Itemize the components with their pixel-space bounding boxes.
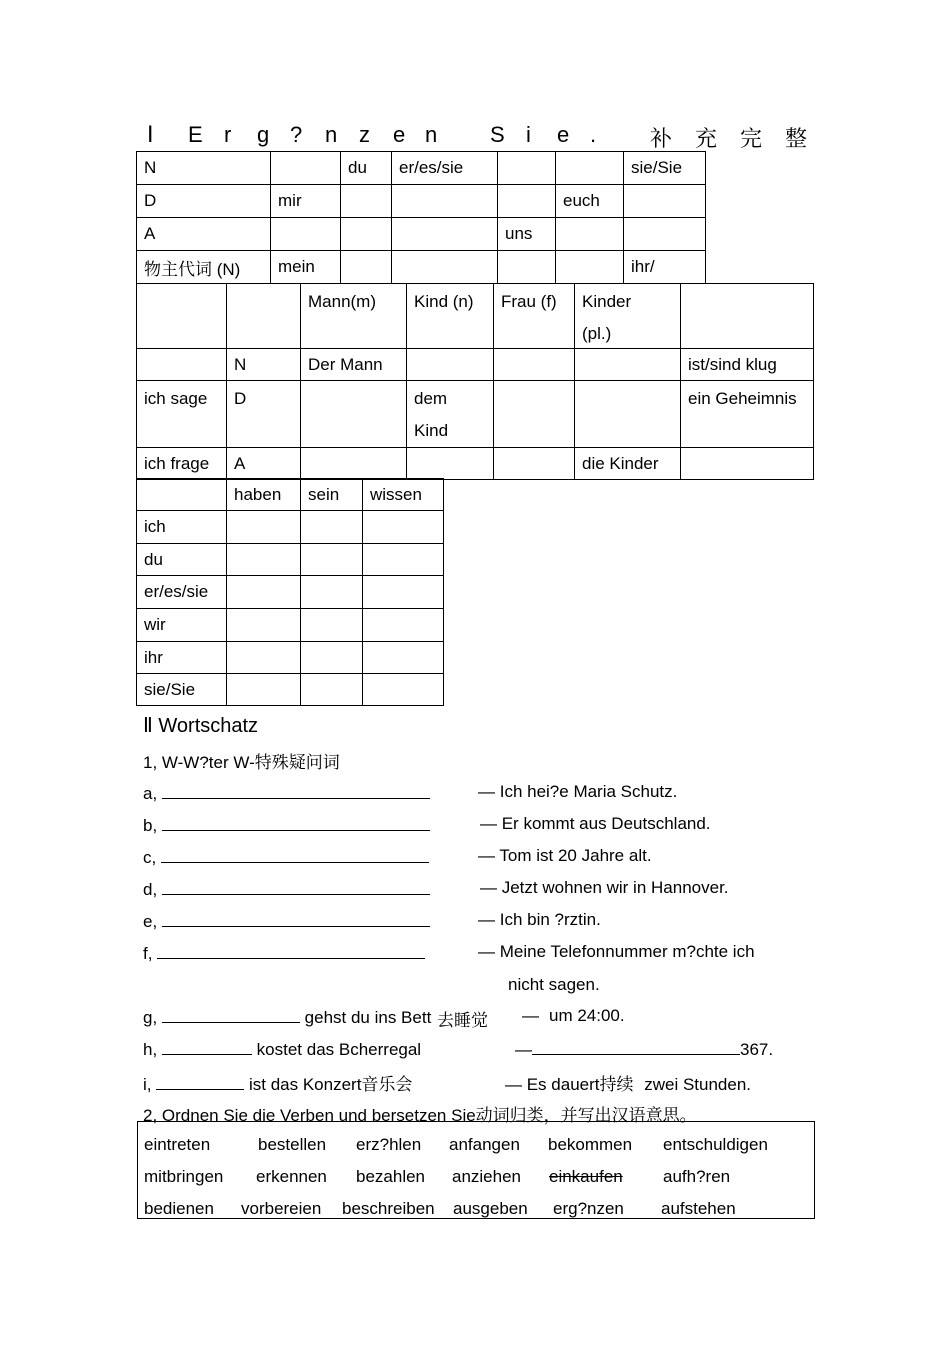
table-cell[interactable]: [498, 185, 556, 218]
item-label: f,: [143, 944, 153, 963]
table-cell: sein: [301, 479, 363, 511]
exercise-line-d: [143, 878, 430, 900]
verb-item: beschreiben: [342, 1199, 435, 1218]
verb-item: bekommen: [548, 1135, 633, 1154]
exercise2-title-de: 2, Ordnen Sie die Verben und bersetzen Sie: [143, 1106, 476, 1125]
table-cell: D: [227, 381, 301, 448]
answer-blank[interactable]: [162, 1038, 252, 1055]
item-answer: — Er kommt aus Deutschland.: [480, 814, 711, 833]
table-cell[interactable]: [227, 544, 301, 576]
title-char: 补: [650, 126, 674, 151]
exercise-line-c: [143, 846, 429, 868]
table-cell: Kind (n): [407, 284, 494, 349]
verb-item: aufstehen: [661, 1199, 736, 1218]
exercise1-title: 1, W-W?ter W-特殊疑问词: [143, 753, 340, 772]
table-cell: du: [137, 544, 227, 576]
table-cell[interactable]: [301, 609, 363, 642]
cell-dem: dem: [414, 389, 448, 408]
table-cell[interactable]: [575, 349, 681, 381]
item-dash-answer: [515, 1038, 773, 1060]
answer-blank[interactable]: [161, 846, 429, 863]
item-answer: — Ich hei?e Maria Schutz.: [478, 782, 678, 801]
exercise-line-f: [143, 942, 425, 964]
table-cell: Mann(m): [301, 284, 407, 349]
title-char: z: [359, 122, 371, 147]
table-cell: [227, 284, 301, 349]
item-label: e,: [143, 912, 158, 931]
table-cell: [407, 381, 494, 448]
answer-blank[interactable]: [157, 942, 425, 959]
title-char: e: [557, 122, 571, 147]
table-cell: ich sage: [137, 381, 227, 448]
verb-item: bestellen: [258, 1135, 327, 1154]
table-cell: ich: [137, 511, 227, 544]
table-cell: [681, 284, 814, 349]
title-char: e: [393, 122, 407, 147]
table-cell: A: [227, 448, 301, 480]
table-cell[interactable]: [556, 251, 624, 284]
table-cell[interactable]: [363, 609, 444, 642]
answer-blank[interactable]: [162, 1006, 300, 1023]
table-cell: die Kinder: [575, 448, 681, 480]
table-row: [137, 576, 444, 609]
title-char: g: [257, 122, 271, 147]
table-cell: sie/Sie: [137, 674, 227, 706]
item-answer: — Ich bin ?rztin.: [478, 910, 601, 929]
answer-blank[interactable]: [532, 1038, 740, 1055]
item-answer: um 24:00.: [549, 1006, 625, 1025]
case-table: [136, 283, 814, 480]
item-dash: —: [515, 1040, 532, 1059]
table-cell: mir: [271, 185, 341, 218]
table-cell: euch: [556, 185, 624, 218]
table-cell: ist/sind klug: [681, 349, 814, 381]
table-cell[interactable]: [681, 448, 814, 480]
table-row: [137, 609, 444, 642]
item-answer: — Jetzt wohnen wir in Hannover.: [480, 878, 729, 897]
table-cell[interactable]: [271, 218, 341, 251]
item-dash: —: [522, 1006, 539, 1025]
exercise-line-i: [143, 1070, 412, 1095]
table-cell[interactable]: [407, 349, 494, 381]
title-char: E: [188, 122, 204, 147]
verb-list-box: [137, 1121, 815, 1219]
table-cell: ihr/: [624, 251, 706, 284]
item-answer-continued: nicht sagen.: [508, 975, 600, 994]
verb-item: erz?hlen: [356, 1135, 422, 1154]
table-row: [137, 642, 444, 674]
item-answer: 367.: [740, 1040, 774, 1059]
table-cell: du: [341, 152, 392, 185]
item-text: kostet das Bcherregal: [256, 1040, 422, 1059]
table-cell[interactable]: [624, 185, 706, 218]
table-cell[interactable]: [575, 381, 681, 448]
verb-item: anfangen: [449, 1135, 520, 1154]
table-row: [137, 284, 814, 349]
table-row: [137, 448, 814, 480]
table-cell: [137, 284, 227, 349]
verb-item: anziehen: [452, 1167, 522, 1186]
table-cell: D: [137, 185, 271, 218]
item-label: g,: [143, 1008, 158, 1027]
title-char: .: [590, 122, 598, 147]
verb-item: erkennen: [256, 1167, 327, 1186]
table-cell: Der Mann: [301, 349, 407, 381]
item-cn-gloss: 去睡觉: [437, 1011, 488, 1030]
verb-item: erg?nzen: [553, 1199, 624, 1218]
table-cell: [575, 284, 681, 349]
table-cell: haben: [227, 479, 301, 511]
verb-item: entschuldigen: [663, 1135, 768, 1154]
table-cell[interactable]: [363, 544, 444, 576]
table-cell[interactable]: [301, 544, 363, 576]
table-cell[interactable]: [494, 381, 575, 448]
table-cell[interactable]: [301, 381, 407, 448]
verb-item: mitbringen: [144, 1167, 224, 1186]
table-cell: er/es/sie: [392, 152, 498, 185]
answer-blank[interactable]: [162, 782, 430, 799]
title-char: 整: [785, 126, 809, 151]
exercise-line-h: [143, 1038, 421, 1060]
item-text: gehst du ins Bett: [304, 1008, 432, 1027]
item-label: a,: [143, 784, 158, 803]
table-cell[interactable]: [301, 576, 363, 609]
table-cell[interactable]: [407, 448, 494, 480]
table-cell: A: [137, 218, 271, 251]
table-cell[interactable]: [301, 511, 363, 544]
table-cell[interactable]: [363, 576, 444, 609]
verb-item: aufh?ren: [663, 1167, 731, 1186]
table-cell[interactable]: [341, 185, 392, 218]
table-row: [137, 674, 444, 706]
answer-blank[interactable]: [162, 878, 430, 895]
answer-blank[interactable]: [162, 910, 430, 927]
exercise-line-b: [143, 814, 430, 836]
table-cell[interactable]: [227, 576, 301, 609]
exercise-line-a: [143, 782, 430, 804]
table-cell[interactable]: [227, 674, 301, 706]
verb-item: ausgeben: [453, 1199, 528, 1218]
table-cell[interactable]: [301, 642, 363, 674]
exercise-line-g: [143, 1006, 431, 1028]
title-char: S: [490, 122, 506, 147]
item-label: c,: [143, 848, 157, 867]
table-cell: [137, 349, 227, 381]
item-label: i,: [143, 1075, 152, 1094]
table-row: [137, 185, 706, 218]
table-cell[interactable]: [301, 448, 407, 480]
table-row: [137, 218, 706, 251]
table-cell[interactable]: [556, 218, 624, 251]
cell-kind: Kind: [414, 421, 449, 440]
pronoun-table: [136, 151, 706, 284]
table-row: [137, 349, 814, 381]
item-answer: — Es dauert: [505, 1075, 600, 1094]
table-cell[interactable]: [227, 642, 301, 674]
table-cell[interactable]: [624, 218, 706, 251]
table-cell: ihr: [137, 642, 227, 674]
header-pl: (pl.): [582, 324, 612, 343]
answer-blank[interactable]: [156, 1073, 244, 1090]
item-answer-line: [505, 1070, 751, 1095]
table-row: [137, 251, 706, 284]
title-char: 完: [740, 126, 764, 151]
title-char: Ⅰ: [147, 122, 155, 147]
table-cell: 物主代词 (N): [137, 251, 271, 284]
table-cell[interactable]: [301, 674, 363, 706]
verb-item: bedienen: [144, 1199, 214, 1218]
table-cell[interactable]: [392, 218, 498, 251]
title-char: n: [325, 122, 339, 147]
table-cell: sie/Sie: [624, 152, 706, 185]
table-cell: er/es/sie: [137, 576, 227, 609]
table-cell[interactable]: [556, 152, 624, 185]
title-char: i: [526, 122, 532, 147]
table-cell: uns: [498, 218, 556, 251]
item-cn-gloss: 音乐会: [361, 1075, 413, 1094]
table-cell: Frau (f): [494, 284, 575, 349]
item-label: d,: [143, 880, 158, 899]
verb-item: eintreten: [144, 1135, 211, 1154]
table-cell: ein Geheimnis: [681, 381, 814, 448]
verb-item: vorbereien: [241, 1199, 322, 1218]
table-cell: wissen: [363, 479, 444, 511]
verb-conjugation-table: [136, 478, 444, 706]
table-cell[interactable]: [494, 448, 575, 480]
table-cell[interactable]: [341, 251, 392, 284]
header-kinder: Kinder: [582, 292, 632, 311]
title-char: 充: [695, 126, 719, 151]
table-cell: N: [227, 349, 301, 381]
table-cell[interactable]: [227, 609, 301, 642]
item-label: b,: [143, 816, 158, 835]
verb-item: bezahlen: [356, 1167, 426, 1186]
table-row: [137, 544, 444, 576]
table-row: [137, 511, 444, 544]
table-row: [137, 479, 444, 511]
table-cell[interactable]: [392, 185, 498, 218]
table-row: [137, 381, 814, 448]
table-cell: N: [137, 152, 271, 185]
table-cell: mein: [271, 251, 341, 284]
table-cell: ich frage: [137, 448, 227, 480]
table-cell[interactable]: [341, 218, 392, 251]
table-cell[interactable]: [227, 511, 301, 544]
table-cell[interactable]: [498, 251, 556, 284]
item-text: ist das Konzert: [248, 1075, 362, 1094]
exercise2-title-cn: 动词归类，并写出汉语意思。: [475, 1106, 697, 1125]
table-cell[interactable]: [498, 152, 556, 185]
table-cell[interactable]: [271, 152, 341, 185]
table-cell[interactable]: [363, 642, 444, 674]
section2-title: Ⅱ Wortschatz: [143, 715, 259, 737]
exercise-line-e: [143, 910, 430, 932]
item-answer: — Tom ist 20 Jahre alt.: [478, 846, 652, 865]
answer-blank[interactable]: [162, 814, 430, 831]
table-cell[interactable]: [363, 674, 444, 706]
table-row: [137, 152, 706, 185]
table-cell: wir: [137, 609, 227, 642]
item-label: h,: [143, 1040, 158, 1059]
table-cell[interactable]: [392, 251, 498, 284]
item-cn-gloss: 持续: [599, 1075, 634, 1094]
title-char: n: [425, 122, 439, 147]
item-answer: — Meine Telefonnummer m?chte ich: [478, 942, 755, 961]
title-char: ?: [290, 122, 304, 147]
title-char: r: [224, 122, 233, 147]
item-answer: zwei Stunden.: [644, 1075, 752, 1094]
table-cell[interactable]: [494, 349, 575, 381]
verb-item-struck: einkaufen: [549, 1167, 623, 1186]
table-cell[interactable]: [363, 511, 444, 544]
table-cell: [137, 479, 227, 511]
